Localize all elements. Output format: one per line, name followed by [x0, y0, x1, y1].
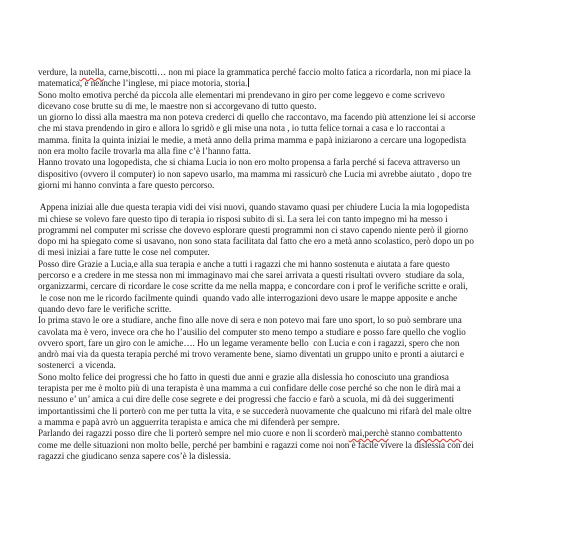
text-line: ragazzi che giudicano senza sapere cos’è la dislessia.: [38, 450, 231, 461]
text-line: le cose non me le ricordo facilmente quindi quando vado alle interrogazioni devo usare le mappe apposite e anche: [38, 292, 458, 303]
text-line: programmi nel computer mi scrisse che dovevo esplorare questi programmi non ci stavo capendo niente però il giorno: [38, 224, 469, 235]
text-line: andrò mai via da questa terapia perché mi trovo veramente bene, siamo diventati un gruppo unito e pronti a aiutarci e: [38, 349, 464, 360]
text-line: organizzarmi, cercare di ricordare le cose scritte da me nella mappa, e concordare con i prof le verifiche scritte e orali,: [38, 281, 468, 292]
text-line: mi chiese se volevo fare questo tipo di terapia io risposi subito di sì. La sera lei con tanto impegno mi ha messo i: [38, 213, 448, 224]
text-line: di mesi iniziai a fare tutte le cose nel computer.: [38, 247, 210, 258]
text-line: non era molto facile trovarla ma alla fine c’è l’hanno fatta.: [38, 146, 251, 157]
text-line: cavolata ma è vero, invece ora che ho l’ausilio del computer sto meno tempo a studiare e posso fare quello che voglio: [38, 326, 466, 337]
text-line: Io prima stavo le ore a studiare, anche fino alle nove di sera e non potevo mai fare uno sport, lo so può sembrare una: [38, 315, 462, 326]
text-cursor: [248, 78, 249, 87]
text-line: dispositivo (ovvero il computer) io non sapevo usarlo, ma mamma mi rassicurò che Lucia mi avrebbe aiutato , dopo tre: [38, 168, 472, 179]
text-line: terapista per me è molto più di una terapista è una mamma a cui confidare delle cose perché so che non le dirà mai a: [38, 383, 461, 394]
text-line: mamma. finita la quinta iniziai le medie, a metà anno della prima mamma e papà iniziarono a cercare una logopedista: [38, 134, 466, 145]
paragraph-gap: [38, 191, 553, 202]
text-line: come me delle situazioni non molto belle, perché per bambini e ragazzi come noi non è facile vivere la dislessia con dei: [38, 439, 474, 450]
text-line: Posso dire Grazie a Lucia,e alla sua terapia e anche a tutti i ragazzi che mi hanno sostenuta e aiutata a fare questo: [38, 258, 450, 269]
text-line: giorni mi hanno convinta a fare questo percorso.: [38, 179, 215, 190]
text-line: importantissimi che li porterò con me per tutta la vita, e se succederà nuovamente che qualcuno mi rifarà del male oltre: [38, 405, 472, 416]
text-line: un giorno lo dissi alla maestra ma non poteva crederci di quello che raccontavo, ma facendo più attenzione lei si accorse: [38, 112, 476, 123]
document-text[interactable]: [38, 67, 553, 462]
text-line: matematica, e neanche l’inglese, mi piace motoria, storia.: [38, 78, 248, 89]
text-line: verdure, la nutella, carne,biscotti… non mi piace la grammatica perché faccio molto fatica a ricordarla, non mi piace la: [38, 67, 471, 77]
text-line: dicevano cose brutte su di me, le maestre non si accorgevano di tutto questo.: [38, 100, 317, 111]
text-line: quando devo fare le verifiche scritte.: [38, 303, 172, 314]
text-line: a mamma e papà avrò un agguerrita terapista e amica che mi difenderà per sempre.: [38, 416, 340, 427]
text-line: Parlando dei ragazzi posso dire che li porterò sempre nel mio cuore e non li scorderò mai,perchè stanno combattento: [38, 428, 462, 439]
text-line: ovvero sport, fare un giro con le amiche…. Ho un legame veramente bello con Lucia e con i ragazzi, spero che non: [38, 337, 460, 348]
text-line: sostenerci a vicenda.: [38, 360, 116, 371]
misspelled-word: combattento: [417, 428, 462, 439]
misspelled-word: mai,perchè: [348, 428, 389, 439]
text-line: dopo mi ha spiegato come si usavano, non sono stata facilitata dal fatto che ero a metà anno scolastico, però dopo un po: [38, 236, 474, 247]
text-line: Appena iniziai alle due questa terapia vidi dei visi nuovi, quando stavamo quasi per chiudere Lucia la mia logopedista: [38, 202, 470, 213]
text-line: Hanno trovato una logopedista, che si chiama Lucia io non ero molto propensa a farla perché si faceva attraverso un: [38, 157, 461, 168]
text-line: Sono molto emotiva perché da piccola alle elementari mi prendevano in giro per come leggevo e come scrivevo: [38, 89, 445, 100]
text-line: nessuno e’ un’ amica a cui dire delle cose segrete e dei progressi che faccio e farò a scuola, mi dà dei suggerimenti: [38, 394, 455, 405]
text-line: che mi stava prendendo in giro e allora lo sgridò e gli mise una nota , io tutta felice tornai a casa e lo raccontai a: [38, 123, 446, 134]
text-line: percorso e a credere in me stessa non mi immaginavo mai che sarei arrivata a questi risultati ovvero studiare da sola,: [38, 270, 465, 281]
misspelled-word: nutella: [79, 67, 104, 77]
text-line: Sono molto felice dei progressi che ho fatto in questi due anni e grazie alla dislessia ho conosciuto una grandiosa: [38, 371, 449, 382]
